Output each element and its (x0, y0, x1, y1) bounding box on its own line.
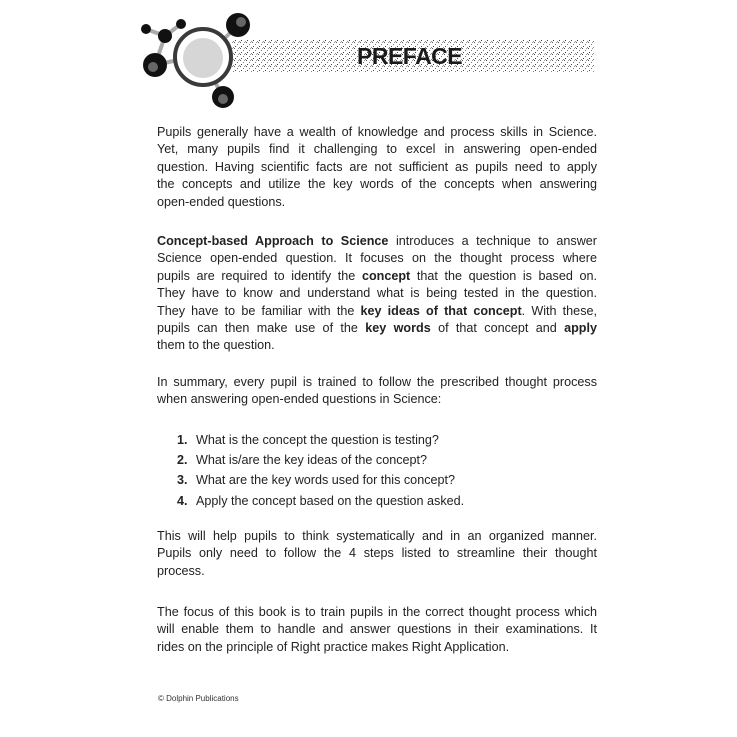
bold-text: key ideas of that concept (360, 303, 522, 318)
text-segment: process. (157, 563, 205, 578)
preface-header (0, 0, 737, 120)
text-segment: pupils are required to identify the (157, 268, 362, 283)
bold-text: apply (564, 321, 597, 336)
text-line (157, 303, 597, 320)
copyright-footer: © Dolphin Publications (158, 694, 239, 703)
page-title: PREFACE (357, 43, 463, 69)
step-number: 1. (177, 433, 188, 447)
step-text: What are the key words used for this concept? (196, 473, 456, 488)
text-line (157, 374, 597, 391)
text-line (157, 563, 597, 580)
paragraph-benefit (157, 528, 597, 580)
text-segment: They have to be familiar with the (157, 303, 361, 318)
text-line (157, 250, 597, 267)
text-segment: when answering open-ended questions in Science: (157, 392, 442, 407)
text-segment: rides on the principle of Right practice makes Right Application. (157, 639, 510, 654)
paragraph-approach (157, 233, 597, 355)
steps-list (177, 430, 464, 511)
text-segment: pupils can then make use of the (157, 321, 366, 336)
text-segment: Science open-ended question. It focuses on the thought process where (157, 251, 597, 266)
text-segment: the concepts and utilize the key words of the concepts when answering (157, 177, 597, 192)
text-line (157, 604, 597, 621)
text-segment: This will help pupils to think systematically and in an organized manner. (157, 529, 597, 543)
text-segment: They have to know and understand what is being tested in the question. (157, 286, 597, 301)
text-segment: Pupils generally have a wealth of knowledge and process skills in Science. (157, 125, 597, 139)
text-segment: them to the question. (157, 338, 275, 353)
bold-text: concept (361, 268, 411, 283)
text-segment: open-ended questions. (157, 194, 286, 209)
bold-text: key words (365, 321, 431, 336)
step-number: 4. (177, 493, 188, 508)
text-segment: . With these, (521, 303, 597, 318)
step-number: 3. (177, 473, 188, 488)
text-line (157, 141, 597, 158)
text-segment: that the question is based on. (410, 268, 597, 283)
text-segment: introduces a technique to answer (388, 234, 597, 248)
text-line (157, 268, 597, 285)
list-item (177, 491, 464, 511)
paragraph-focus (157, 604, 597, 656)
text-line (157, 285, 597, 302)
text-line (157, 639, 597, 656)
text-line (157, 176, 597, 193)
step-text: What is/are the key ideas of the concept? (196, 453, 428, 468)
step-text: What is the concept the question is testing? (196, 433, 439, 447)
list-item (177, 470, 464, 490)
paragraph-intro (157, 124, 597, 211)
step-text: Apply the concept based on the question asked. (196, 493, 465, 508)
bold-text: Concept-based Approach to Science (157, 234, 389, 248)
list-item (177, 430, 464, 450)
text-segment: In summary, every pupil is trained to follow the prescribed thought process (157, 375, 597, 389)
text-line (157, 159, 597, 176)
text-line (157, 391, 597, 408)
text-segment: question. Having scientific facts are not sufficient as pupils need to apply (157, 159, 597, 174)
text-segment: of that concept and (430, 321, 565, 336)
list-item (177, 450, 464, 470)
step-number: 2. (177, 453, 188, 468)
text-segment: Pupils only need to follow the 4 steps listed to streamline their thought (157, 546, 597, 561)
text-line (157, 124, 597, 141)
text-line (157, 233, 597, 250)
text-line (157, 337, 597, 354)
text-line (157, 194, 597, 211)
text-segment: The focus of this book is to train pupils in the correct thought process which (157, 605, 597, 619)
text-line (157, 621, 597, 638)
text-segment: will enable them to handle and answer questions in their examinations. It (157, 622, 597, 637)
paragraph-summary (157, 374, 597, 409)
text-line (157, 320, 597, 337)
text-segment: Yet, many pupils find it challenging to excel in answering open-ended (157, 142, 597, 157)
text-line (157, 528, 597, 545)
text-line (157, 545, 597, 562)
